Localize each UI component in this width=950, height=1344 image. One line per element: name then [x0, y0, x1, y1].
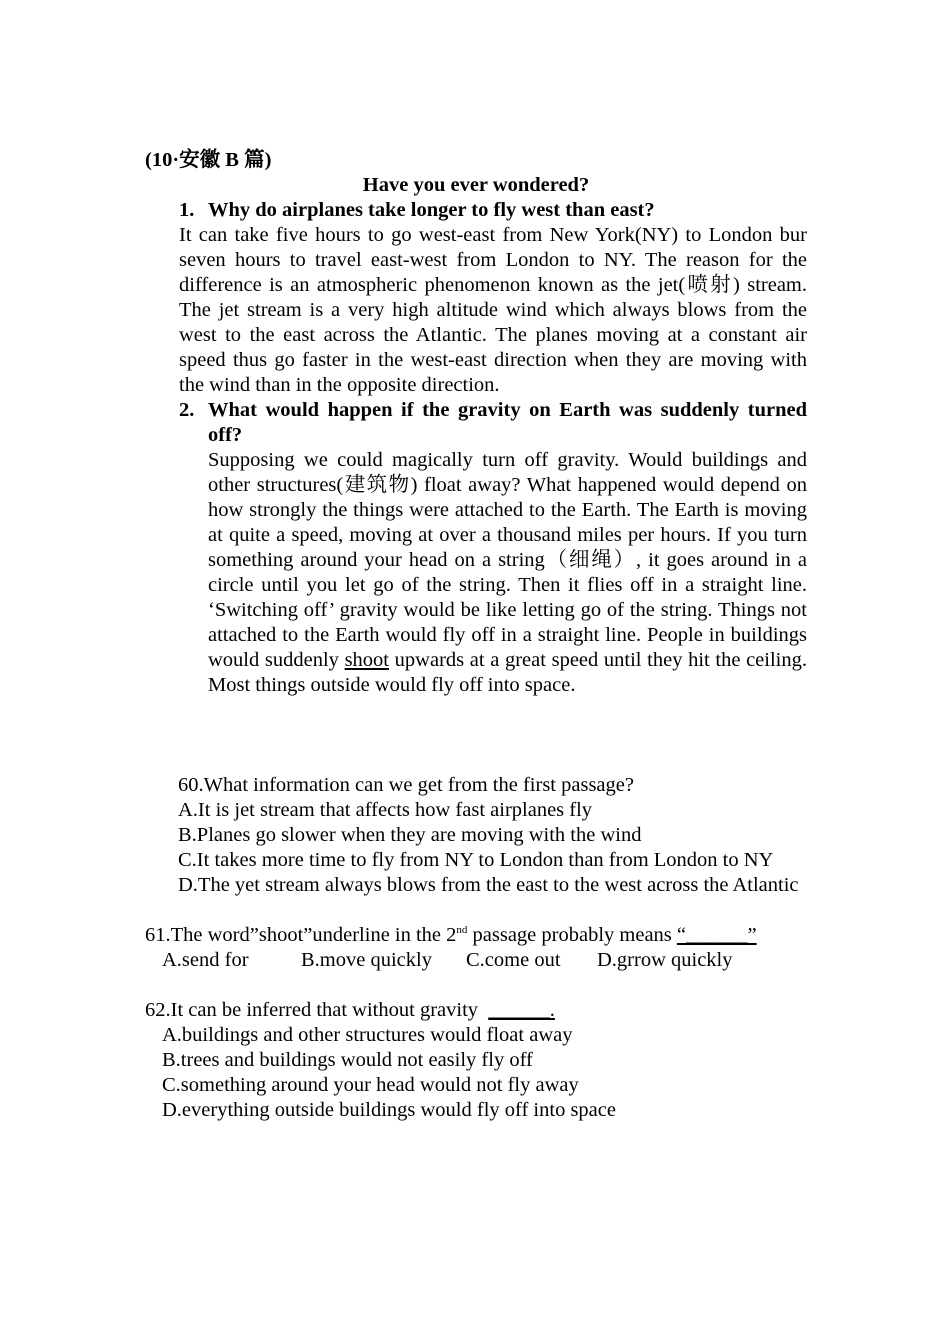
question-61-option-c: C.come out	[466, 949, 561, 971]
section-2-heading-text: What would happen if the gravity on Earth was suddenly turned off?	[208, 399, 807, 446]
spacer	[145, 898, 807, 923]
section-1-heading	[179, 198, 807, 223]
question-62-option-a: A.buildings and other structures would float away	[162, 1024, 573, 1046]
question-60	[145, 773, 807, 898]
question-61-stem	[145, 923, 807, 948]
section-1-body: It can take five hours to go west-east from New York(NY) to London bur seven hours to travel east-west from London to NY. The reason for the difference is an atmospheric phenomenon known as the jet(喷射) stream. The jet stream is a very high altitude wind which always blows from the west to the east across the Atlantic. The planes moving at a constant air speed thus go faster in the west-east direction when they are moving with the wind than in the opposite direction.	[179, 224, 807, 396]
section-2-body-before: Supposing we could magically turn off gravity. Would buildings and other structures(建筑物) float away? What happened would depend on how strongly the things were attached to the Earth. The Earth is moving at quite a speed, moving at over a thousand miles per hours. If you turn something around your head on a string（细绳）, it goes around in a circle until you let go of the string. Then it flies off in a straight line. ‘Switching off’ gravity would be like letting go of the string. Things not attached to the Earth would fly off in a straight line. People in buildings would suddenly	[208, 449, 807, 671]
question-62-stem-text: 62.It can be inferred that without gravity	[145, 999, 489, 1021]
document-page	[145, 148, 807, 1123]
passage-title: Have you ever wondered?	[362, 174, 590, 196]
question-61	[145, 923, 807, 973]
question-61-option-b: B.move quickly	[301, 949, 432, 971]
question-60-stem: 60.What information can we get from the first passage?	[178, 774, 634, 796]
question-60-option-d: D.The yet stream always blows from the east to the west across the Atlantic	[178, 874, 799, 896]
question-61-blank: “______”	[676, 924, 757, 946]
section-2-body	[208, 448, 807, 698]
section-2-heading	[179, 398, 807, 448]
question-60-option-a: A.It is jet stream that affects how fast airplanes fly	[178, 799, 593, 821]
section-1-heading-text: Why do airplanes take longer to fly west than east?	[208, 199, 655, 221]
question-62	[145, 998, 807, 1123]
question-61-stem-sup: nd	[456, 924, 468, 937]
question-61-options	[162, 948, 807, 973]
section-2-number: 2.	[179, 399, 195, 421]
question-60-option-c: C.It takes more time to fly from NY to London than from London to NY	[178, 849, 774, 871]
question-61-stem-mid: passage probably means	[467, 924, 677, 946]
source-label: (10·安徽 B 篇)	[145, 149, 272, 171]
question-62-option-d: D.everything outside buildings would fly off into space	[162, 1099, 616, 1121]
underlined-word-shoot: shoot	[344, 649, 390, 671]
question-61-option-d: D.grrow quickly	[597, 949, 733, 971]
section-1-number: 1.	[179, 199, 195, 221]
question-61-stem-start: 61.The word”shoot”underline in the 2	[145, 924, 457, 946]
question-62-option-c: C.something around your head would not fly away	[162, 1074, 579, 1096]
question-60-option-b: B.Planes go slower when they are moving with the wind	[178, 824, 642, 846]
section-2-body-after: upwards at a great speed until they hit the ceiling. Most things outside would fly off into space.	[208, 649, 807, 696]
question-62-blank: ______.	[488, 999, 555, 1021]
spacer	[145, 698, 807, 773]
question-62-option-b: B.trees and buildings would not easily fly off	[162, 1049, 533, 1071]
question-62-stem	[145, 998, 807, 1023]
spacer	[145, 973, 807, 998]
question-61-option-a: A.send for	[162, 949, 249, 971]
